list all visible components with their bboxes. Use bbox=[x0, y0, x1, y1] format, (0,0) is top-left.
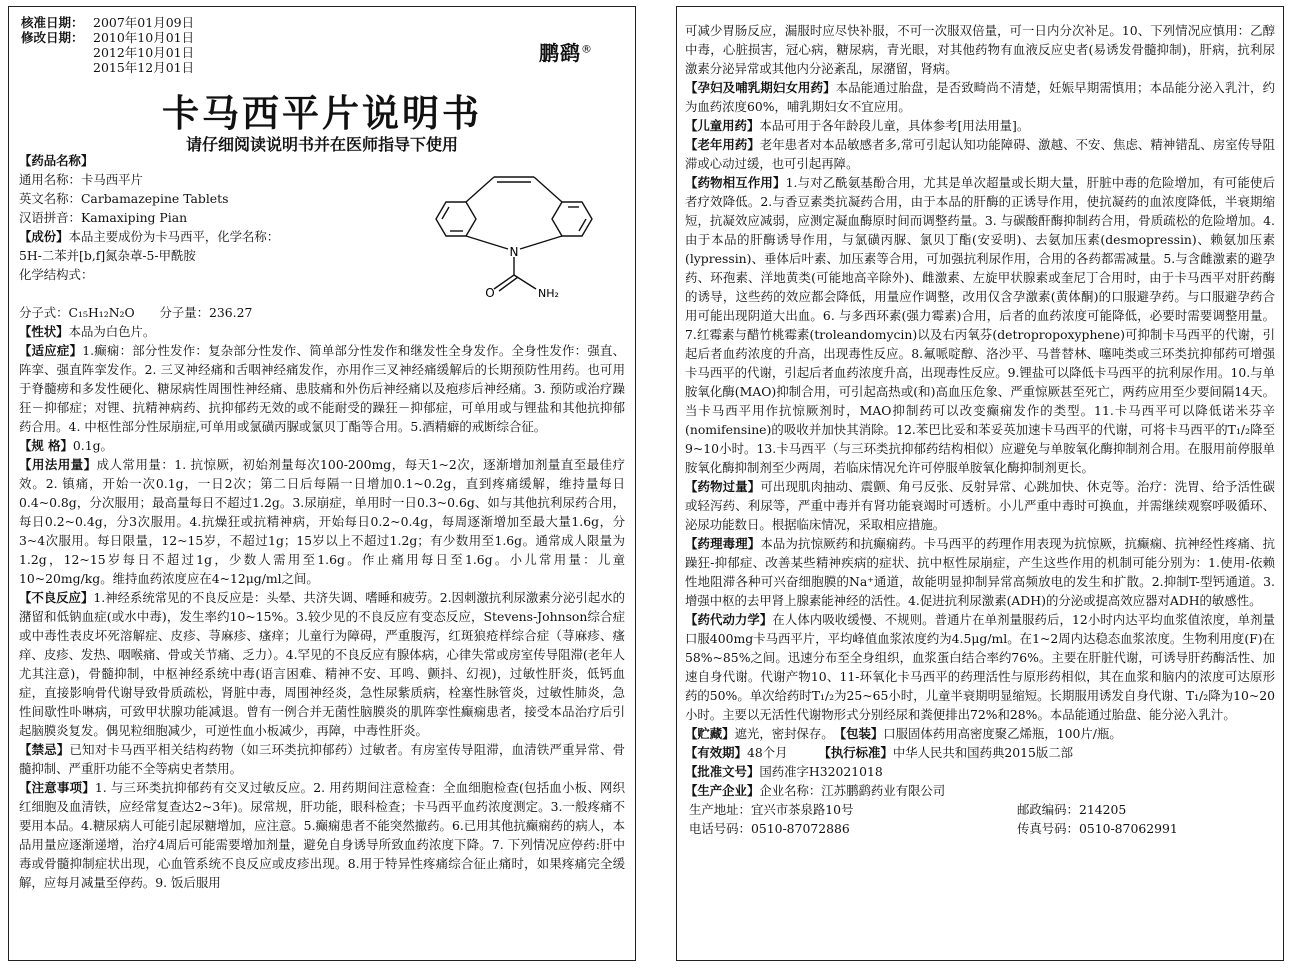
section-heading: 【药代动力学】 bbox=[685, 612, 773, 627]
manufacturer-heading: 【生产企业】 bbox=[685, 783, 760, 798]
manufacturer-fax: 传真号码：0510-87062991 bbox=[1017, 821, 1178, 836]
english-name: 英文名称：Carbamazepine Tablets bbox=[19, 191, 229, 206]
section-text: 成人常用量：1. 抗惊厥，初始剂量每次100-200mg，每天1~2次，逐渐增加剂量直至最佳疗效。2. 镇痛，开始一次0.1g，一日2次；第二日后每隔一日增加0.1~0.2g，直到疼痛缓解，维持量每日0.4~0.8g，分次服用；最高量每日不超过1.2g。3.尿崩症，单用时一日0.3~0.6g、如与其他抗利尿药合用，每日0.2~0.4g，分3次服用。4.抗燥狂或抗精神病，开始每日0.2~0.4g，每周逐渐增加至最大量1.6g，分3~4次服用。每日限量，12~15岁，不超过1g；15岁以上不超过1.2g；有少数用至1.6g。通常成人限量为1.2g，12~15岁每日不超过1g，少数人需用至1.6g。作止痛用每日至1.6g。小儿常用量：儿童10~20mg/kg。维持血药浓度应在4~12μg/ml之间。 bbox=[19, 457, 625, 586]
brand-name: 鹏鹞 bbox=[539, 41, 581, 65]
drug-name-heading: 【药品名称】 bbox=[19, 153, 94, 168]
revise-date-1: 2010年10月01日 bbox=[93, 30, 195, 45]
generic-name: 通用名称：卡马西平片 bbox=[19, 172, 143, 187]
section-paragraph bbox=[685, 21, 1275, 78]
structure-label: 化学结构式： bbox=[19, 267, 94, 282]
section-heading: 【不良反应】 bbox=[19, 590, 94, 605]
pinyin-name: 汉语拼音：Kamaxiping Pian bbox=[19, 210, 188, 225]
right-page bbox=[676, 6, 1284, 961]
section-text: 本品为抗惊厥药和抗癫痫药。卡马西平的药理作用表现为抗惊厥，抗癫痫、抗神经性疼痛、抗躁狂-抑郁症、改善某些精神疾病的症状、抗中枢性尿崩症，产生这些作用的机制可能分别为：1.使用-依赖性地阻滞各种可兴奋细胞膜的Na⁺通道，故能明显抑制异常高频放电的发生和扩散。2.抑制T-型钙通道。3.增强中枢的去甲肾上腺素能神经的活性。4.促进抗利尿激素(ADH)的分泌或提高效应器对ADH的敏感性。 bbox=[685, 536, 1276, 608]
approval-heading: 【批准文号】 bbox=[685, 764, 760, 779]
storage-text: 遮光，密封保存。 bbox=[734, 726, 828, 741]
date-block bbox=[21, 15, 194, 75]
section-heading: 【药理毒理】 bbox=[685, 536, 761, 551]
drug-name-section bbox=[19, 151, 429, 284]
section-text: 1.与对乙酰氨基酚合用，尤其是单次超量或长期大量，肝脏中毒的危险增加，有可能使后者疗效降低。2.与香豆素类抗凝药合用，由于本品的肝酶的正诱导作用，使抗凝药的血浓度降低，半衰期缩短，抗凝效应减弱，应测定凝血酶原时间而调整药量。3. 与碳酸酐酶抑制药合用，骨质疏松的危险增加。4.由于本品的肝酶诱导作用，与氯磺丙脲、氯贝丁酯(安妥明)、去氨加压素(desmopressin)、赖氨加压素(lypressin)、垂体后叶素、加压素等合用，可加强抗利尿作用，合用的各药都需减量。5.与含雌激素的避孕药、环孢素、洋地黄类(可能地高辛除外)、雌激素、左旋甲状腺素或奎尼丁合用时，由于卡马西平对肝药酶的诱导，这些药的效应都会降低，用量应作调整，改用仅含孕激素(黄体酮)的口服避孕药。与口服避孕药合用可能出现阴道大出血。6. 与多西环素(强力霉素)合用，后者的血药浓度可能降低，必要时需要调整用量。7.红霉素与醋竹桃霉素(troleandomycin)以及右丙氧芬(detropropoxyphene)可抑制卡马西平的代谢，引起后者血药浓度的升高，出现毒性反应。8.氟哌啶醇、洛沙平、马普替林、噻吨类或三环类抗抑郁药可增强卡马西平的代谢，引起后者血药浓度升高，出现毒性反应。9.锂盐可以降低卡马西平的抗利尿作用。10.与单胺氧化酶(MAO)抑制合用，可引起高热或(和)高血压危象、严重惊厥甚至死亡，两药应用至少要间隔14天。当卡马西平用作抗惊厥剂时，MAO抑制药可以改变癫痫发作的类型。11.卡马西平可以降低诺米芬辛(nomifensine)的吸收并加快其消除。12.苯巴比妥和苯妥英加速卡马西平的代谢，可将卡马西平的T₁/₂降至9~10小时。13.卡马西平（与三环类抗抑郁药结构相似）应避免与单胺氧化酶抑制剂合用。在服用前停服单胺氧化酶抑制剂至少两周，若临床情况允许可停服单胺氧化酶抑制剂更长。 bbox=[685, 175, 1276, 475]
section-paragraph bbox=[19, 341, 625, 436]
section-heading: 【儿童用药】 bbox=[685, 118, 760, 133]
validity-text: 48个月 bbox=[746, 745, 788, 760]
standard-text: 中华人民共和国药典2015版二部 bbox=[892, 745, 1074, 760]
section-text: 1.神经系统常见的不良反应是：头晕、共济失调、嗜睡和疲劳。2.因刺激抗利尿激素分泌引起水的潴留和低钠血症(或水中毒)，发生率约10~15%。3.较少见的不良反应有变态反应，Stevens-Johnson综合症或中毒性表皮坏死溶解症、皮疹、荨麻疹、瘙痒；儿童行为障碍，严重腹泻，红斑狼疮样综合症（荨麻疹、瘙痒、皮疹、发热、咽喉痛、骨或关节痛、乏力）。4.罕见的不良反应有腺体病，心律失常或房室传导阻滞(老年人尤其注意)，骨髓抑制，中枢神经系统中毒(语言困难、精神不安、耳鸣、颤抖、幻视)，过敏性肝炎，低钙血症，直接影响骨代谢导致骨质疏松，肾脏中毒，周围神经炎，急性尿紫质病，栓塞性脉管炎，过敏性肺炎，急性间歇性卟啉病，可致甲状腺功能减退。曾有一例合并无菌性脑膜炎的肌阵挛性癫痫患者，接受本品治疗后引起脑膜炎复发。偶见粒细胞减少，可逆性血小板减少，再障，中毒性肝炎。 bbox=[19, 590, 626, 738]
chemical-structure-diagram bbox=[424, 157, 604, 307]
revise-date-label: 修改日期： bbox=[21, 30, 84, 45]
left-page bbox=[8, 6, 636, 961]
section-text: 可出现肌肉抽动、震颤、角弓反张、反射异常、心跳加快、休克等。治疗：洗胃、给予活性碳或轻泻药、利尿等，严重中毒并有肾功能衰竭时可透析。小儿严重中毒时可换血，并需继续观察呼吸循环、泌尿功能数日。根据临床情况，采取相应措施。 bbox=[685, 479, 1276, 532]
section-text: 1. 与三环类抗抑郁药有交叉过敏反应。2. 用药期间注意检查：全血细胞检查(包括血小板、网织红细胞及血清铁，应经常复查达2~3年)。尿常规，肝功能，眼科检查；卡马西平血药浓度测定。3.一般疼痛不要用本品。4.糖尿病人可能引起尿糖增加，应注意。5.癫痫患者不能突然撤药。6.已用其他抗癫痫药的病人，本品用量应逐渐递增，治疗4周后可能需要增加剂量，避免自身诱导所致血药浓度下降。7. 下列情况应停药:肝中毒或骨髓抑制症状出现，心血管系统不良反应或皮疹出现。8.用于特异性疼痛综合征止痛时，如果疼痛完全缓解，应每月减量至停药。9. 饭后服用 bbox=[19, 780, 626, 890]
standard-heading: 【执行标准】 bbox=[824, 745, 893, 760]
brand-logo bbox=[539, 37, 593, 66]
section-heading: 【禁忌】 bbox=[19, 742, 70, 757]
right-body bbox=[685, 21, 1275, 838]
registered-mark: ® bbox=[581, 42, 593, 56]
section-text: 0.1g。 bbox=[72, 438, 113, 453]
section-paragraph bbox=[685, 477, 1275, 534]
formula-line: 分子式：C₁₅H₁₂N₂O 分子量：236.27 bbox=[19, 305, 253, 320]
left-sections bbox=[19, 322, 625, 892]
manufacturer-postcode: 邮政编码：214205 bbox=[1017, 802, 1127, 817]
section-heading: 【孕妇及哺乳期妇女用药】 bbox=[685, 80, 836, 95]
approval-text: 国药准字H32021018 bbox=[759, 764, 883, 779]
right-sections bbox=[685, 21, 1275, 724]
section-text: 已知对卡马西平相关结构药物（如三环类抗抑郁药）过敏者。有房室传导阻滞，血清铁严重异常、骨髓抑制、严重肝功能不全等病史者禁用。 bbox=[19, 742, 626, 776]
structure-label-o: O bbox=[485, 286, 495, 300]
section-text: 1.癫痫：部分性发作：复杂部分性发作、简单部分性发作和继发性全身发作。全身性发作：强直、阵挛、强直阵挛发作。2. 三叉神经痛和舌咽神经痛发作，亦用作三叉神经痛缓解后的长期预防性用药。也可用于脊髓痨和多发性硬化、糖尿病性周围性神经痛、患肢痛和外伤后神经痛以及疱疹后神经痛。3. 预防或治疗躁狂－抑郁症；对锂、抗精神病药、抗抑郁药无效的或不能耐受的躁狂－抑郁症，可单用或与锂盐和其他抗抑郁药合用。4. 中枢性部分性尿崩症,可单用或氯磺丙脲或氯贝丁酯等合用。5.酒精癖的戒断综合征。 bbox=[19, 343, 626, 434]
chemical-name: 5H-二苯并[b,f]氮杂䓬-5-甲酰胺 bbox=[19, 248, 196, 263]
section-paragraph bbox=[685, 610, 1275, 724]
section-paragraph bbox=[19, 436, 625, 455]
section-paragraph bbox=[19, 740, 625, 778]
approve-date-label: 核准日期： bbox=[21, 15, 84, 30]
structure-label-n: N bbox=[509, 245, 519, 259]
section-heading: 【适应症】 bbox=[19, 343, 83, 358]
section-text: 可减少胃肠反应，漏服时应尽快补服，不可一次服双倍量，可一日内分次补足。10、下列情况应慎用：乙醇中毒，心脏损害，冠心病，糖尿病，青光眼，对其他药物有血液反应史者(易诱发骨髓抑制)，肝病，抗利尿激素分泌异常或其他内分泌紊乱，尿潴留，肾病。 bbox=[685, 23, 1275, 76]
section-paragraph bbox=[685, 78, 1275, 116]
ingredients-heading: 【成份】 bbox=[19, 229, 69, 244]
section-paragraph bbox=[685, 135, 1275, 173]
section-heading: 【老年用药】 bbox=[685, 137, 760, 152]
ingredients-text: 本品主要成份为卡马西平，化学名称： bbox=[68, 229, 280, 244]
section-heading: 【药物过量】 bbox=[685, 479, 761, 494]
section-text: 老年患者对本品敏感者多,常可引起认知功能障碍、激越、不安、焦虑、精神错乱、房室传导阻滞或心动过缓，也可引起再障。 bbox=[685, 137, 1275, 171]
section-heading: 【规 格】 bbox=[19, 438, 73, 453]
validity-heading: 【有效期】 bbox=[685, 745, 747, 760]
section-text: 本品为白色片。 bbox=[68, 324, 156, 339]
section-paragraph bbox=[19, 455, 625, 588]
document-title: 卡马西平片说明书 bbox=[162, 92, 482, 135]
manufacturer-address: 生产地址：宜兴市茶泉路10号 bbox=[689, 802, 854, 817]
manufacturer-name: 企业名称：江苏鹏鹞药业有限公司 bbox=[759, 783, 946, 798]
section-heading: 【药物相互作用】 bbox=[685, 175, 786, 190]
section-paragraph bbox=[685, 116, 1275, 135]
left-body bbox=[19, 303, 625, 892]
section-heading: 【注意事项】 bbox=[19, 780, 95, 795]
approve-date: 2007年01月09日 bbox=[93, 15, 195, 30]
section-heading: 【性状】 bbox=[19, 324, 69, 339]
package-text: 口服固体药用高密度聚乙烯瓶，100片/瓶。 bbox=[883, 726, 1122, 741]
section-paragraph bbox=[685, 534, 1275, 610]
section-paragraph bbox=[19, 322, 625, 341]
section-text: 本品能通过胎盘，是否致畸尚不清楚，妊娠早期需慎用；本品能分泌入乳汁，约为血药浓度60%，哺乳期妇女不宜应用。 bbox=[685, 80, 1276, 114]
section-text: 本品可用于各年龄段儿童，具体参考[用法用量]。 bbox=[759, 118, 1030, 133]
structure-label-nh2: NH₂ bbox=[538, 287, 559, 300]
section-text: 在人体内吸收缓慢、不规则。普通片在单剂量服药后，12小时内达平均血浆值浓度，单剂量口服400mg卡马西平片，平均峰值血浆浓度约为4.5μg/ml。在1~2周内达稳态血浆浓度。生物利用度(F)在58%~85%之间。迅速分布至全身组织，血浆蛋白结合率约76%。主要在肝脏代谢，可诱导肝药酶活性、加速自身代谢。代谢产物10、11-环氧化卡马西平的药理活性与原形药相似，其在血浆和脑内的浓度可达原形药的50%。单次给药时T₁/₂为25~65小时，儿童半衰期明显缩短。长期服用诱发自身代谢、T₁/₂降为10~20小时。主要以无活性代谢物形式分别经尿和粪便排出72%和28%。本品能通过胎盘、能分泌入乳汁。 bbox=[685, 612, 1275, 722]
section-paragraph bbox=[685, 173, 1275, 477]
document-subtitle: 请仔细阅读说明书并在医师指导下使用 bbox=[185, 135, 458, 154]
manufacturer-phone: 电话号码：0510-87072886 bbox=[689, 821, 850, 836]
section-paragraph bbox=[19, 588, 625, 740]
section-heading: 【用法用量】 bbox=[19, 457, 97, 472]
section-paragraph bbox=[19, 778, 625, 892]
storage-heading: 【贮藏】 bbox=[685, 726, 735, 741]
package-heading: 【包装】 bbox=[839, 726, 884, 741]
revise-date-3: 2015年12月01日 bbox=[93, 60, 195, 75]
revise-date-2: 2012年10月01日 bbox=[93, 45, 195, 60]
